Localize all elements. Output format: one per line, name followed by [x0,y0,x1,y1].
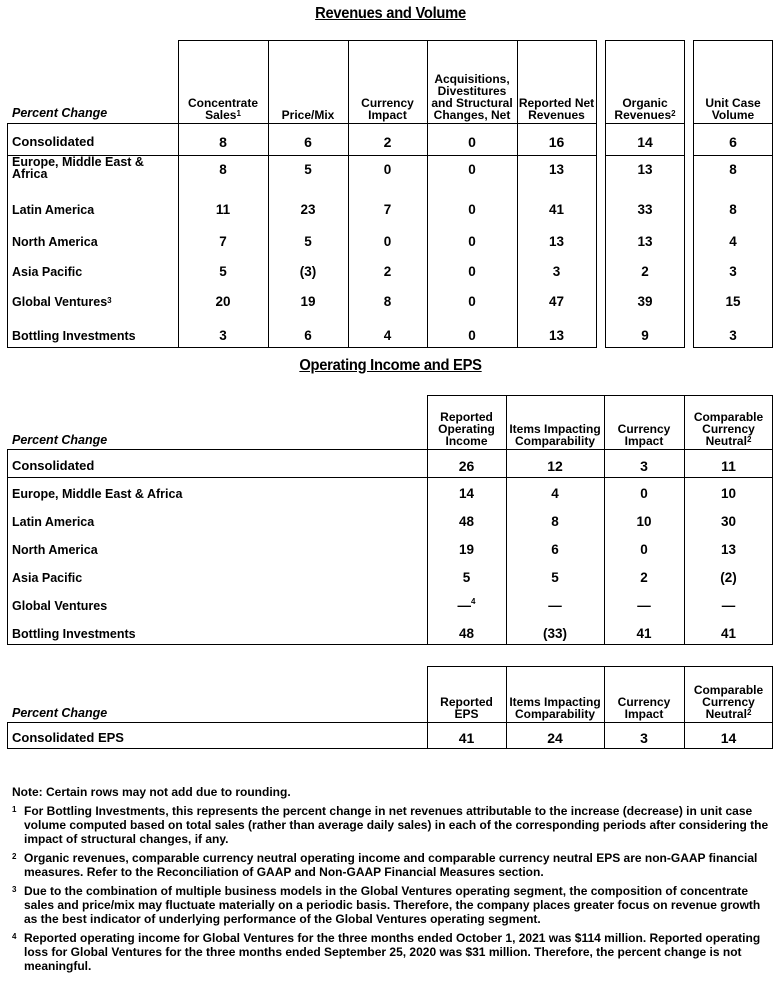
footnote-text: Reported operating income for Global Ventures for the three months ended October 1, 2021 was $114 million. Reported operating loss for Global Ventures for the three months ended September 25, 2020 was $31 million. Therefore, the percent change is not meaningful. [24,931,761,973]
table-cell [427,514,506,529]
table-cell: 16 [548,134,565,150]
column-header-text [506,423,604,447]
table-cell: 3 [729,328,737,343]
footnote-marker: 3 [12,885,17,894]
row-label: Latin America [12,515,95,529]
cell-text: — [548,598,562,613]
table-cell: 13 [637,162,653,177]
table-cell: 5 [304,234,312,249]
cell-text: Bottling Investments [12,329,136,343]
cell-text: Items Impacting Comparability [509,422,601,448]
column-header-text [427,411,506,447]
table-cell: 9 [641,328,649,343]
percent-change-label: Percent Change [12,706,108,720]
column-header-text [517,97,596,121]
cell-text: — [637,598,651,613]
table-cell: 41 [458,730,475,746]
operating-section-title: Operating Income and EPS [299,357,482,374]
column-header-text [684,684,773,720]
footnote-2 [12,851,772,879]
table-cell [684,514,773,529]
table-cell: 0 [468,162,476,177]
cell-text: 11 [721,458,736,474]
table-cell: 5 [304,162,312,177]
cell-text: 0 [640,486,648,501]
table-cell: 6 [729,134,737,150]
cell-text: 19 [458,542,475,557]
table-cell: 11 [215,202,231,217]
row-label: North America [12,543,98,557]
cell-text: 5 [551,570,559,585]
table-cell: 7 [219,234,227,249]
table-cell [427,542,506,557]
table-cell [427,598,506,613]
cell-text: 0 [640,542,648,557]
cell-text: 48 [458,626,475,641]
table-cell: 24 [547,730,563,746]
table-cell [604,458,684,474]
cell-text: Price/Mix [281,108,335,122]
cell-text: 5 [462,570,471,585]
footnote-marker: 2 [746,435,752,444]
cell-text: Consolidated [12,134,95,149]
row-label: Bottling Investments [12,627,136,641]
cell-text: 48 [458,514,475,529]
rounding-note: Note: Certain rows may not add due to rounding. [12,785,291,799]
cell-text: Concentrate Sales [187,96,258,122]
cell-text: Currency Impact [617,695,671,721]
column-header-text [604,423,684,447]
column-header [178,40,268,123]
column-header [348,40,427,123]
cell-text: 6 [551,542,559,557]
table-cell: 6 [304,328,312,343]
table-cell: 3 [552,264,561,279]
column-header [605,40,685,123]
column-header [684,395,773,449]
cell-text: Europe, Middle East & Africa [12,155,144,181]
cell-text: — [457,598,472,613]
table-cell: 8 [729,162,737,177]
table-cell: 13 [548,162,565,177]
column-header [684,666,773,722]
table-cell: 41 [548,202,565,217]
table-cell: 8 [219,134,227,150]
column-header-text [604,696,684,720]
table-cell: 15 [725,294,741,309]
column-header [427,395,506,449]
column-header [506,666,604,722]
cell-text: Currency Impact [617,422,671,448]
table-cell: 13 [548,328,565,343]
row-label: Europe, Middle East & Africa [12,487,183,501]
footnote-marker: 2 [12,852,17,861]
table-cell: 20 [215,294,231,309]
row-label [12,136,172,148]
table-cell: 4 [729,234,737,249]
table-cell: 8 [729,202,737,217]
cell-text: 26 [458,458,475,474]
cell-text: 41 [720,626,737,641]
footnote-text: Organic revenues, comparable currency neutral operating income and comparable currency neutral EPS are non-GAAP financial measures. Refer to the Reconciliation of GAAP and Non-GAAP Financial Measures section. [24,851,758,879]
table-cell [604,626,684,641]
cell-text: 10 [720,486,737,501]
table-cell: 6 [304,134,312,150]
row-label [12,266,172,278]
table-cell [684,458,773,474]
table-cell: 23 [300,202,316,217]
table-cell [684,626,773,641]
table-cell: 4 [383,328,392,343]
table-cell [604,486,684,501]
table-cell: 3 [219,328,227,343]
column-header-text [684,411,773,447]
row-label: Global Ventures [12,599,108,613]
column-header-text [506,696,604,720]
table-cell [684,570,773,585]
table-cell: 0 [383,234,392,249]
cell-text: Currency Impact [361,96,414,122]
table-cell: 8 [219,162,227,177]
cell-text: (2) [720,570,737,585]
table-cell [684,486,773,501]
cell-text: Reported Operating Income [438,410,495,448]
table-cell [506,542,604,557]
cell-text: Latin America [12,203,95,217]
cell-text: Comparable Currency Neutral [693,683,764,721]
column-header [427,666,506,722]
divider [605,155,685,156]
cell-text: Organic Revenues [614,96,672,122]
cell-text: North America [12,235,98,249]
table-cell [506,458,604,474]
table-cell: 13 [637,234,653,249]
table-cell [506,570,604,585]
cell-text: 10 [636,514,652,529]
percent-change-label: Percent Change [12,433,108,447]
cell-text: Comparable Currency Neutral [693,410,764,448]
table-cell: 5 [219,264,227,279]
footnote-1 [12,804,772,846]
table-cell: 13 [548,234,565,249]
row-label [12,204,172,216]
table-cell [604,598,684,613]
footnote-marker: 4 [12,932,17,941]
column-header [693,40,773,123]
cell-text: 2 [640,570,648,585]
cell-text: 12 [547,458,563,474]
cell-text: 8 [551,514,559,529]
table-cell [684,542,773,557]
footnote-marker: 4 [471,597,476,606]
row-label [12,330,172,342]
table-cell [427,486,506,501]
cell-text: 30 [720,514,737,529]
table-cell: 0 [468,234,476,249]
table-cell: 2 [383,264,392,279]
footnote-marker: 1 [12,805,17,814]
table-cell: 14 [637,134,653,150]
table-cell: 19 [300,294,316,309]
table-cell [506,626,604,641]
footnote-marker: 2 [671,109,676,118]
table-cell: 0 [468,328,476,343]
table-cell: 3 [640,730,648,746]
column-header-text [427,73,517,121]
column-header [427,40,517,123]
table-cell: 2 [641,264,649,279]
footnote-text: Due to the combination of multiple business models in the Global Ventures operating segment, the composition of concentrate sales and price/mix may fluctuate materially on a periodic basis. Therefore, the company places greater focus on revenue growth as the best indicator of underlying performance of the Global Ventures operating segment. [24,884,761,926]
cell-text: Reported EPS [440,695,493,721]
cell-text: 14 [458,486,475,501]
cell-text: 4 [551,486,559,501]
table-cell: 47 [548,294,565,309]
table-cell: 39 [637,294,653,309]
column-header-text [693,97,773,121]
table-cell [506,598,604,613]
table-cell [427,458,506,474]
column-header-text [348,97,427,121]
footnote-marker: 3 [107,296,112,305]
cell-text: 41 [636,626,652,641]
column-header-text [282,109,335,121]
column-header [517,40,596,123]
cell-text: Items Impacting Comparability [509,695,601,721]
cell-text: (33) [542,626,567,641]
table-cell [604,514,684,529]
column-header-text [427,696,506,720]
revenues-section-title: Revenues and Volume [315,5,466,22]
cell-text: 3 [640,458,648,474]
table-cell: 8 [383,294,392,309]
table-cell [604,542,684,557]
row-label: Consolidated [12,458,95,473]
table-cell: 0 [383,162,392,177]
footnote-marker: 2 [746,708,752,717]
table-cell [427,570,506,585]
table-cell: 14 [720,730,737,746]
table-cell: 0 [468,202,476,217]
table-cell: (3) [299,264,317,279]
table-cell: 0 [468,134,476,150]
table-cell: 2 [383,134,392,150]
row-label: Consolidated EPS [12,730,124,745]
column-header [268,40,348,123]
footnote-text: For Bottling Investments, this represents the percent change in net revenues attributable to the increase (decrease) in unit case volume computed based on total sales (rather than average daily sales) in each of the corresponding periods after considering the impact of structural changes, if any. [24,804,769,846]
row-label [12,156,172,180]
percent-change-label: Percent Change [12,106,108,120]
table-cell [506,486,604,501]
cell-text: 13 [720,542,737,557]
table-cell [427,626,506,641]
table-cell: 0 [468,264,476,279]
cell-text: Acquisitions, Divestitures and Structural Changes, Net [431,72,513,122]
cell-text: Global Ventures [12,295,108,309]
cell-text: Asia Pacific [12,265,83,279]
table-cell: 3 [729,264,737,279]
table-cell: 7 [383,202,392,217]
footnote-4 [12,931,772,973]
column-header-text [178,97,268,121]
table-cell: 33 [637,202,653,217]
column-header [604,395,684,449]
divider [693,155,773,156]
row-label: Asia Pacific [12,571,83,585]
column-header [506,395,604,449]
row-label [12,296,172,308]
cell-text: — [721,598,736,613]
divider [7,477,773,478]
table-cell [684,598,773,613]
cell-text: Unit Case Volume [705,96,761,122]
table-cell [604,570,684,585]
table-cell: 0 [468,294,476,309]
footnotes [12,785,772,978]
column-header-text [605,97,685,121]
column-header [604,666,684,722]
footnote-marker: 1 [236,109,241,118]
row-label [12,236,172,248]
footnote-3 [12,884,772,926]
cell-text: Reported Net Revenues [518,96,595,122]
table-cell [506,514,604,529]
